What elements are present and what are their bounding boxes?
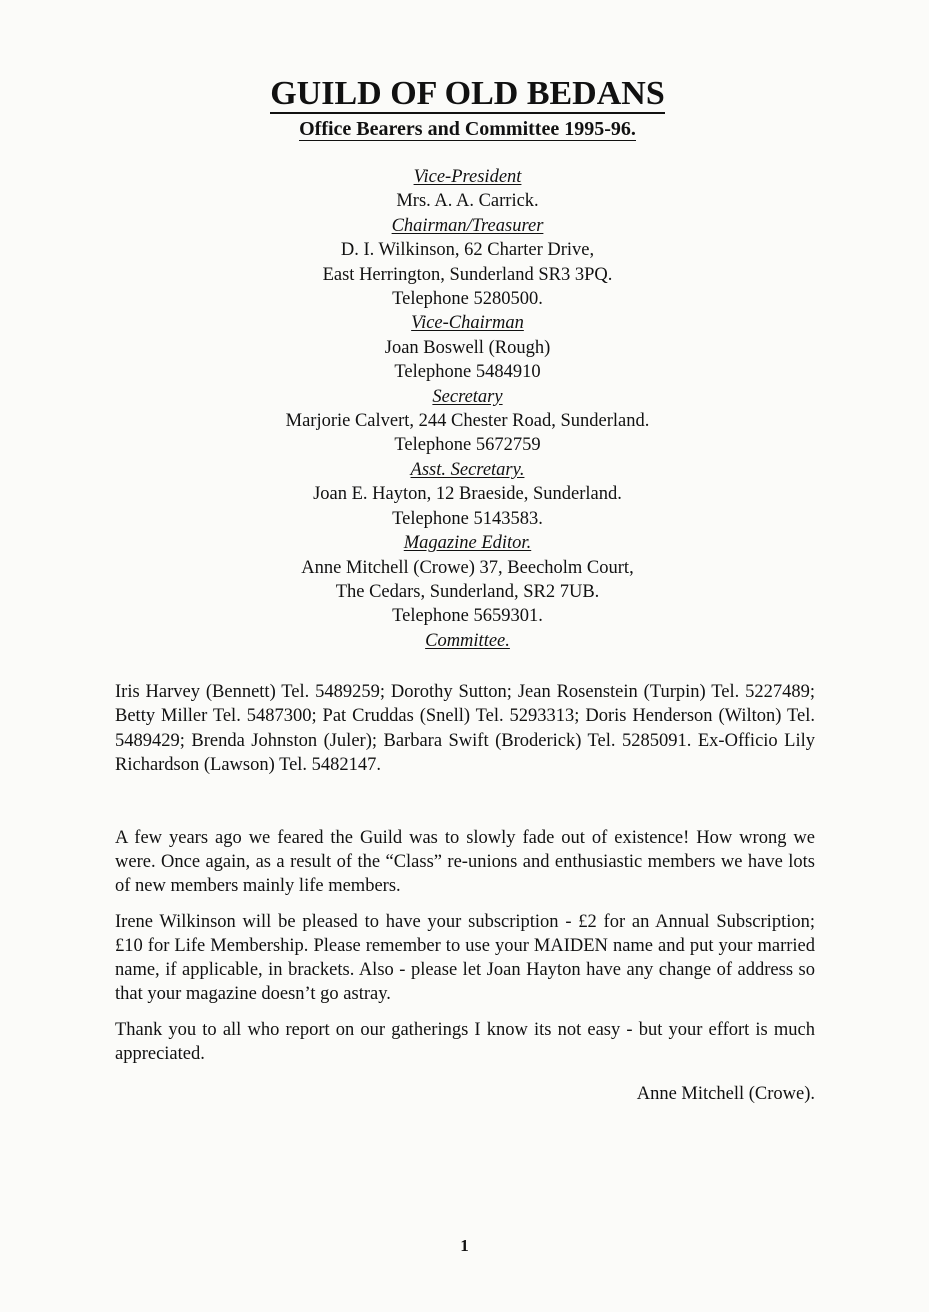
role-magazine-editor: Magazine Editor. — [403, 533, 532, 554]
chairman-treasurer-line-3: Telephone 5280500. — [392, 289, 543, 310]
role-committee: Committee. — [425, 630, 510, 651]
body-paragraph-1: A few years ago we feared the Guild was to slowly fade out of existence! How wrong we were. Once again, as a result of the “Class” re-unions and enthusiastic members we have lots of new members mainly life members. — [115, 828, 815, 896]
role-vice-president: Vice-President — [413, 167, 522, 187]
role-asst-secretary: Asst. Secretary. — [410, 459, 525, 480]
committee-members: Iris Harvey (Bennett) Tel. 5489259; Dorothy Sutton; Jean Rosenstein (Turpin) Tel. 5227489; Betty Miller Tel. 5487300; Pat Cruddas (Snell) Tel. 5293313; Doris Henderson (Wilton) Tel. 5489429; Brenda Johnston (Juler); Barbara Swift (Broderick) Tel. 5285091. Ex-Officio Lily Richardson (Lawson) Tel. 5482147. — [115, 682, 815, 776]
chairman-treasurer-line-2: East Herrington, Sunderland SR3 3PQ. — [322, 264, 613, 285]
vice-chairman-line-1: Joan Boswell (Rough) — [384, 337, 551, 358]
secretary-line-1: Marjorie Calvert, 244 Chester Road, Sunderland. — [285, 411, 650, 432]
document-title-text: GUILD OF OLD BEDANS — [270, 75, 665, 112]
page-number: 1 — [460, 1236, 469, 1255]
body-paragraph-2: Irene Wilkinson will be pleased to have your subscription - £2 for an Annual Subscription; £10 for Life Membership. Please remember to use your MAIDEN name and put your married name, if applicable, in brackets. Also - please let Joan Hayton have any change of address so that your magazine doesn’t go astray. — [115, 912, 815, 1004]
role-vice-chairman: Vice-Chairman — [411, 313, 524, 334]
secretary-line-2: Telephone 5672759 — [394, 435, 541, 456]
asst-secretary-line-1: Joan E. Hayton, 12 Braeside, Sunderland. — [313, 484, 622, 505]
magazine-editor-line-1: Anne Mitchell (Crowe) 37, Beecholm Court, — [301, 557, 634, 578]
vice-president-name: Mrs. A. A. Carrick. — [396, 191, 539, 212]
chairman-treasurer-line-1: D. I. Wilkinson, 62 Charter Drive, — [340, 240, 595, 261]
role-secretary: Secretary — [432, 386, 503, 407]
magazine-editor-line-2: The Cedars, Sunderland, SR2 7UB. — [335, 581, 600, 602]
document-title — [110, 74, 825, 114]
magazine-editor-line-3: Telephone 5659301. — [392, 606, 543, 627]
asst-secretary-line-2: Telephone 5143583. — [392, 508, 543, 529]
document-subtitle — [110, 117, 825, 141]
body-paragraph-3: Thank you to all who report on our gatherings I know its not easy - but your effort is much appreciated. — [115, 1020, 815, 1064]
vice-chairman-line-2: Telephone 5484910 — [394, 362, 541, 383]
role-chairman-treasurer: Chairman/Treasurer — [391, 215, 544, 236]
officers-list — [110, 165, 825, 653]
signature: Anne Mitchell (Crowe). — [636, 1084, 815, 1104]
document-subtitle-text: Office Bearers and Committee 1995-96. — [299, 118, 636, 140]
